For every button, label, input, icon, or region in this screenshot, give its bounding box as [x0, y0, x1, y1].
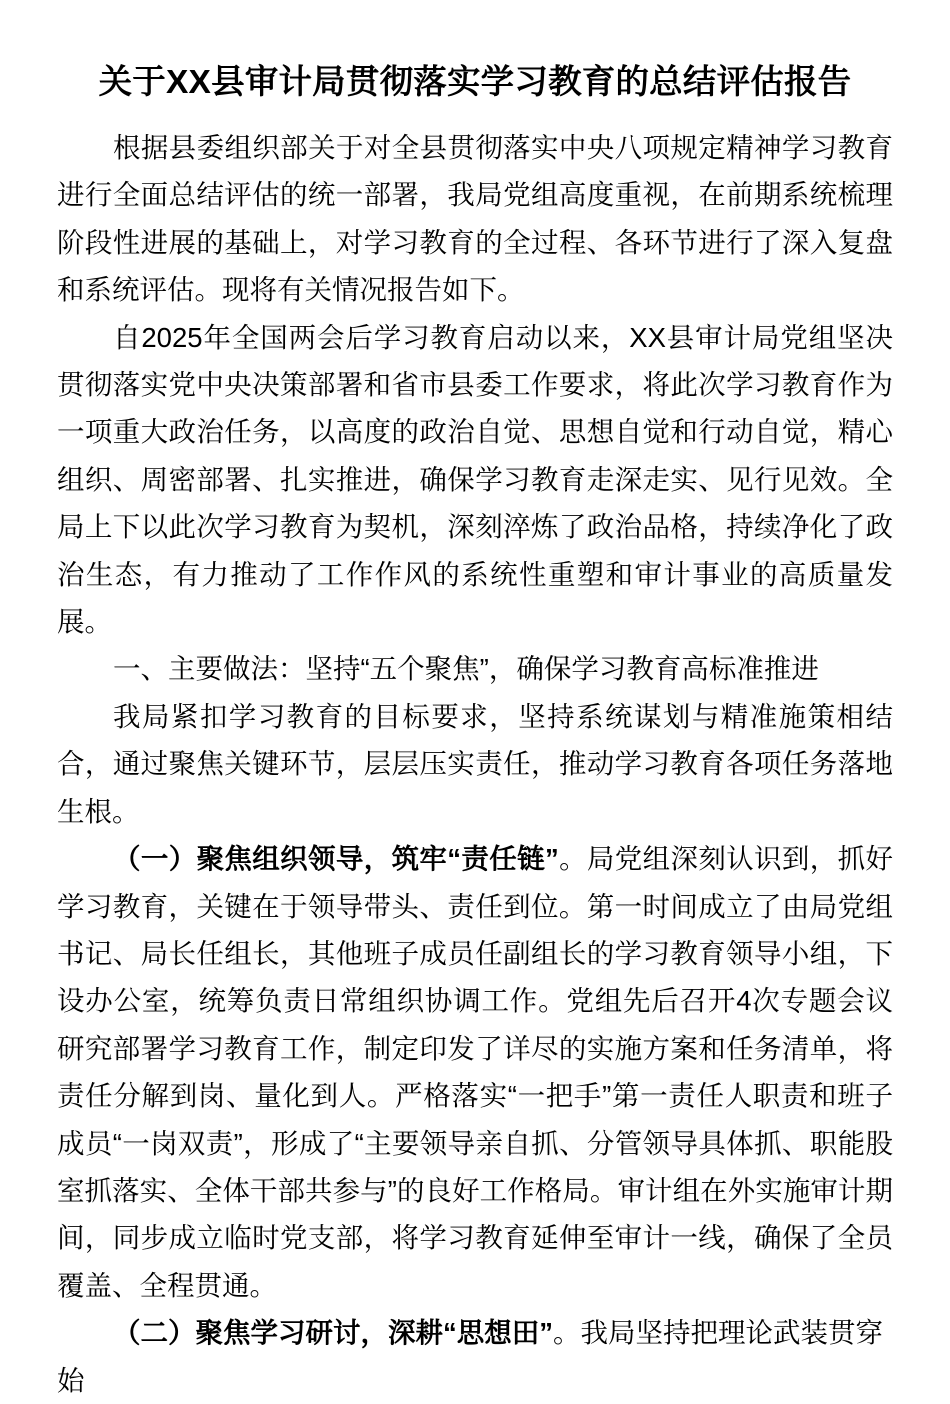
- section-heading-one: 一、主要做法：坚持“五个聚焦”，确保学习教育高标准推进: [113, 653, 819, 685]
- subsection-one: [57, 835, 893, 1309]
- subsection-two-text: 。我局坚持把理论武装贯穿始: [57, 1317, 883, 1396]
- document-body: [57, 124, 893, 1404]
- paragraph-section-intro: 我局紧扣学习教育的目标要求，坚持系统谋划与精准施策相结合，通过聚焦关键环节，层层压实责任，推动学习教育各项任务落地生根。: [57, 700, 893, 827]
- subsection-two-lead: （二）聚焦学习研讨，深耕“思想田”: [113, 1317, 553, 1349]
- paragraph-intro: 根据县委组织部关于对全县贯彻落实中央八项规定精神学习教育进行全面总结评估的统一部署，我局党组高度重视，在前期系统梳理阶段性进展的基础上，对学习教育的全过程、各环节进行了深入复盘和系统评估。现将有关情况报告如下。: [57, 132, 893, 306]
- subsection-one-lead: （一）聚焦组织领导，筑牢“责任链”: [113, 843, 559, 875]
- subsection-one-text: 。局党组深刻认识到，抓好学习教育，关键在于领导带头、责任到位。第一时间成立了由局党组书记、局长任组长，其他班子成员任副组长的学习教育领导小组，下设办公室，统筹负责日常组织协调工作。党组先后召开4次专题会议研究部署学习教育工作，制定印发了详尽的实施方案和任务清单，将责任分解到岗、量化到人。严格落实“一把手”第一责任人职责和班子成员“一岗双责”，形成了“主要领导亲自抓、分管领导具体抓、职能股室抓落实、全体干部共参与”的良好工作格局。审计组在外实施审计期间，同步成立临时党支部，将学习教育延伸至审计一线，确保了全员覆盖、全程贯通。: [57, 843, 894, 1301]
- page-title: 关于XX县审计局贯彻落实学习教育的总结评估报告: [98, 64, 852, 101]
- paragraph-background: 自2025年全国两会后学习教育启动以来，XX县审计局党组坚决贯彻落实党中央决策部署和省市县委工作要求，将此次学习教育作为一项重大政治任务，以高度的政治自觉、思想自觉和行动自觉，精心组织、周密部署、扎实推进，确保学习教育走深走实、见行见效。全局上下以此次学习教育为契机，深刻淬炼了政治品格，持续净化了政治生态，有力推动了工作作风的系统性重塑和审计事业的高质量发展。: [57, 321, 893, 638]
- subsection-two: [57, 1309, 893, 1404]
